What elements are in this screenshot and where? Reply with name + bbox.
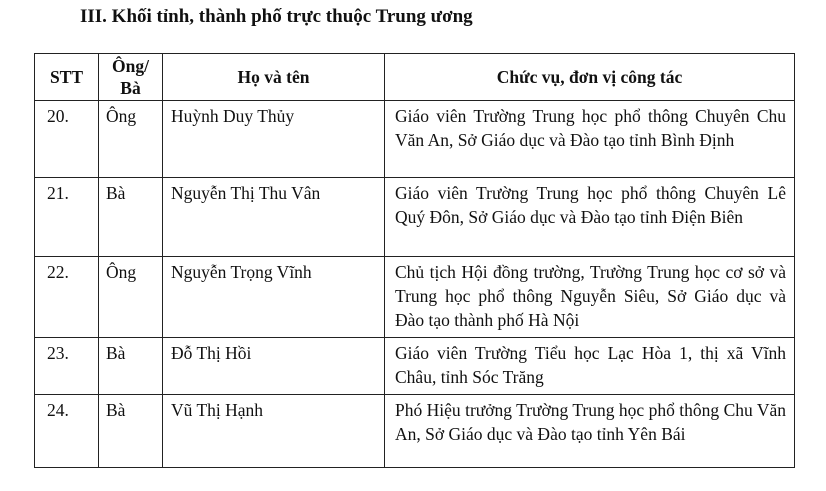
cell-name: Nguyễn Thị Thu Vân (163, 178, 385, 257)
cell-title: Ông (99, 257, 163, 338)
table-row (35, 101, 795, 178)
table-row (35, 178, 795, 257)
cell-position: Giáo viên Trường Tiểu học Lạc Hòa 1, thị xã Vĩnh Châu, tỉnh Sóc Trăng (385, 338, 795, 395)
cell-name: Đỗ Thị Hồi (163, 338, 385, 395)
table-row (35, 338, 795, 395)
cell-position: Phó Hiệu trưởng Trường Trung học phổ thông Chu Văn An, Sở Giáo dục và Đào tạo tỉnh Yên Bái (385, 395, 795, 468)
cell-title: Bà (99, 395, 163, 468)
table-row (35, 395, 795, 468)
awardee-table (34, 53, 795, 468)
cell-stt: 24. (35, 395, 99, 468)
cell-stt: 22. (35, 257, 99, 338)
cell-title: Bà (99, 338, 163, 395)
table-header-row (35, 54, 795, 101)
cell-stt: 23. (35, 338, 99, 395)
cell-position: Chủ tịch Hội đồng trường, Trường Trung học cơ sở và Trung học phổ thông Nguyễn Siêu, Sở Giáo dục và Đào tạo thành phố Hà Nội (385, 257, 795, 338)
cell-name: Nguyễn Trọng Vĩnh (163, 257, 385, 338)
cell-name: Vũ Thị Hạnh (163, 395, 385, 468)
cell-title: Ông (99, 101, 163, 178)
section-title: III. Khối tỉnh, thành phố trực thuộc Trung ương (80, 6, 473, 27)
cell-stt: 21. (35, 178, 99, 257)
cell-position: Giáo viên Trường Trung học phổ thông Chuyên Lê Quý Đôn, Sở Giáo dục và Đào tạo tỉnh Điện Biên (385, 178, 795, 257)
cell-position: Giáo viên Trường Trung học phổ thông Chuyên Chu Văn An, Sở Giáo dục và Đào tạo tỉnh Bình Định (385, 101, 795, 178)
header-position: Chức vụ, đơn vị công tác (385, 54, 795, 101)
cell-name: Huỳnh Duy Thủy (163, 101, 385, 178)
header-name: Họ và tên (163, 54, 385, 101)
header-title: Ông/ Bà (99, 54, 163, 101)
table-row (35, 257, 795, 338)
header-stt: STT (35, 54, 99, 101)
cell-stt: 20. (35, 101, 99, 178)
cell-title: Bà (99, 178, 163, 257)
